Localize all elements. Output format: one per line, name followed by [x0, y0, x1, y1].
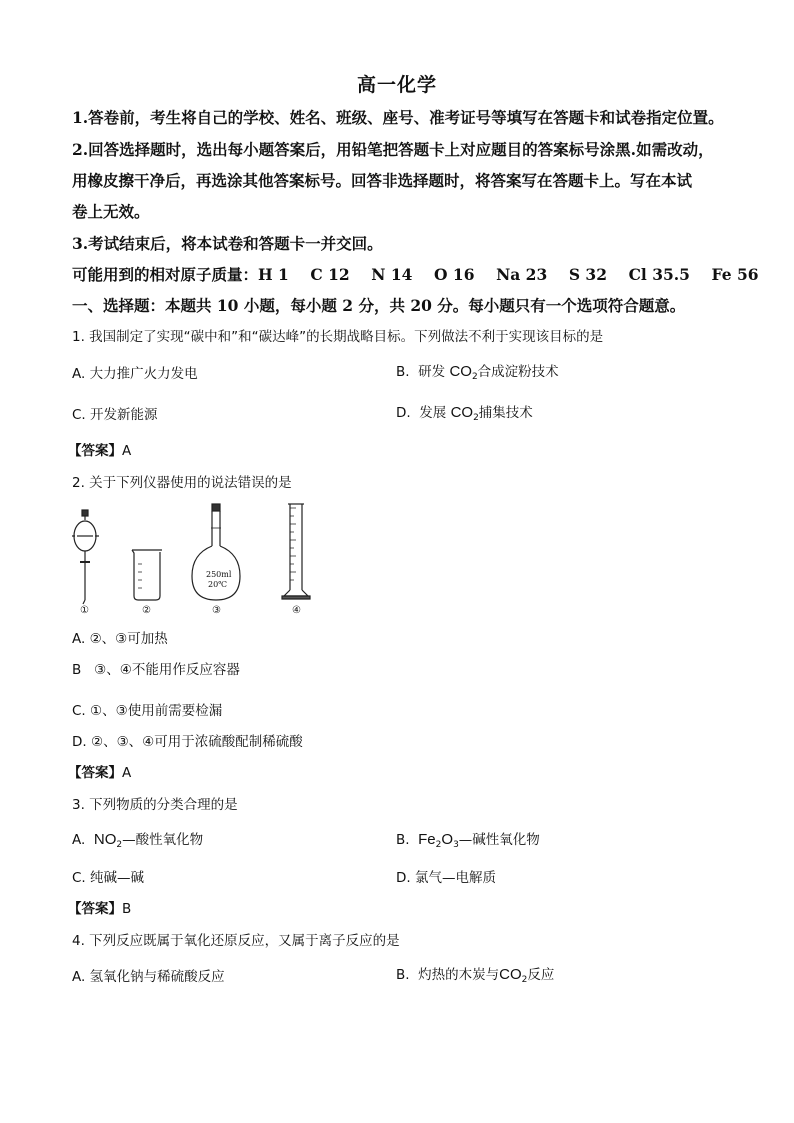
question-2-option-b: B ③、④不能用作反应容器: [72, 662, 240, 678]
notice-line-3: 用橡皮擦干净后，再选涂其他答案标号。回答非选择题时，将答案写在答题卡上。写在本试: [72, 171, 693, 190]
question-3-answer: 【答案】B: [68, 901, 132, 917]
flask-volume-text: 250ml: [206, 570, 232, 579]
lab-apparatus-figure: [72, 500, 332, 618]
question-4-option-a: A. 氢氧化钠与稀硫酸反应: [72, 969, 225, 985]
figure-label-1: ①: [80, 605, 89, 616]
question-3-option-d: D. 氯气—电解质: [396, 870, 496, 886]
separatory-funnel-icon: [72, 510, 99, 604]
question-3-option-c: C. 纯碱—碱: [72, 870, 145, 886]
atomic-mass-line: 可能用到的相对原子质量：H 1 C 12 N 14 O 16 Na 23 S 32 Cl 35.5 Fe 56: [72, 265, 759, 284]
figure-label-2: ②: [142, 605, 151, 616]
notice-line-4: 卷上无效。: [72, 202, 150, 221]
question-3-stem: 3. 下列物质的分类合理的是: [72, 797, 238, 813]
notice-line-1: 1.答卷前，考生将自己的学校、姓名、班级、座号、准考证号等填写在答题卡和试卷指定位置。: [72, 108, 724, 127]
figure-label-3: ③: [212, 605, 221, 616]
section-heading: 一、选择题：本题共 10 小题，每小题 2 分，共 20 分。每小题只有一个选项符合题意。: [72, 296, 686, 315]
question-1-option-c: C. 开发新能源: [72, 407, 158, 423]
question-3-option-b: B. $Fe_2O_3—$碱性氧化物: [396, 831, 540, 850]
figure-label-4: ④: [292, 605, 301, 616]
question-2-option-d: D. ②、③、④可用于浓硫酸配制稀硫酸: [72, 734, 303, 750]
beaker-icon: [132, 550, 162, 600]
question-2-stem: 2. 关于下列仪器使用的说法错误的是: [72, 475, 292, 491]
question-1-option-b: B. 研发 $CO_2$合成淀粉技术: [396, 363, 559, 382]
question-2-option-c: C. ①、③使用前需要检漏: [72, 703, 223, 719]
flask-temperature-text: 20℃: [208, 580, 228, 589]
question-1-answer: 【答案】A: [68, 443, 132, 459]
page-title: 高一化学: [356, 74, 437, 96]
question-2-answer: 【答案】A: [68, 765, 132, 781]
notice-line-5: 3.考试结束后，将本试卷和答题卡一并交回。: [72, 234, 383, 253]
notice-line-2: 2.回答选择题时，选出每小题答案后，用铅笔把答题卡上对应题目的答案标号涂黑.如需改动，: [72, 140, 714, 159]
question-1-option-d: D. 发展 $CO_2$捕集技术: [396, 404, 533, 423]
question-1-stem: 1. 我国制定了实现“碳中和”和“碳达峰”的长期战略目标。下列做法不利于实现该目标的是: [72, 329, 604, 345]
graduated-cylinder-icon: [282, 504, 310, 599]
question-3-option-a: A. $NO_2—$酸性氧化物: [72, 831, 204, 850]
question-1-option-a: A. 大力推广火力发电: [72, 366, 198, 382]
question-4-option-b: B. 灼热的木炭与$CO_2$反应: [396, 966, 555, 985]
question-2-option-a: A. ②、③可加热: [72, 631, 168, 647]
question-4-stem: 4. 下列反应既属于氧化还原反应，又属于离子反应的是: [72, 933, 400, 949]
